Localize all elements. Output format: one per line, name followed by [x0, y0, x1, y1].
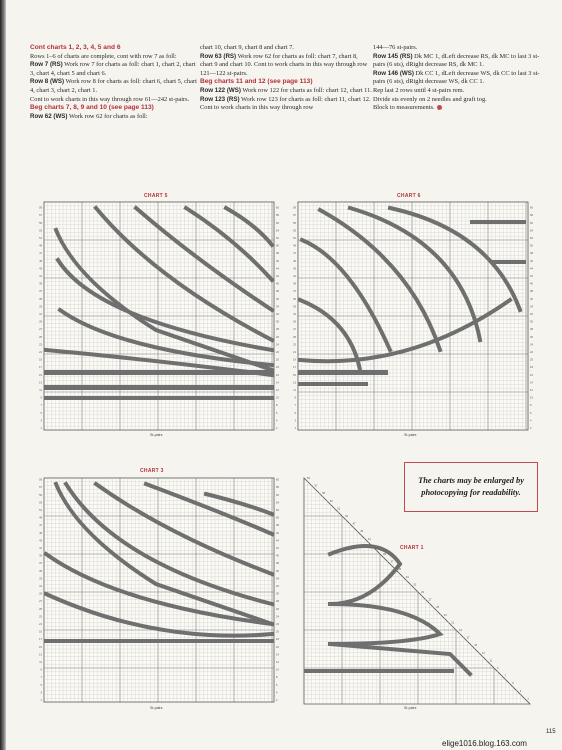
svg-text:18: 18 — [276, 366, 279, 370]
svg-text:34: 34 — [276, 305, 279, 309]
svg-text:40: 40 — [530, 282, 533, 286]
svg-text:53: 53 — [329, 499, 333, 503]
svg-text:45: 45 — [39, 531, 42, 535]
svg-text:33: 33 — [293, 305, 296, 309]
svg-text:59: 59 — [39, 478, 42, 482]
svg-text:23: 23 — [443, 613, 447, 617]
row-label: Row 146 (WS) — [373, 69, 414, 77]
svg-text:50: 50 — [276, 516, 279, 520]
row-text: Work row 7 for charts as foll: chart 1, chart 2, chart 3, chart 4, chart 5 and chart 6. — [30, 61, 196, 77]
svg-text:18: 18 — [276, 638, 279, 642]
watermark-url: elige1016.blog.163.com — [442, 739, 527, 748]
svg-text:55: 55 — [322, 492, 326, 496]
svg-text:48: 48 — [276, 524, 279, 528]
row-instruction — [200, 96, 372, 105]
svg-text:14: 14 — [530, 381, 533, 385]
svg-text:38: 38 — [276, 290, 279, 294]
enlarge-note-text: The charts may be enlarged by photocopying for readability. — [418, 476, 524, 497]
svg-text:31: 31 — [39, 313, 42, 316]
svg-text:47: 47 — [39, 252, 42, 256]
page-number: 115 — [546, 729, 556, 735]
svg-text:28: 28 — [276, 328, 279, 332]
svg-text:10: 10 — [276, 668, 279, 672]
svg-text:35: 35 — [39, 569, 42, 573]
svg-text:13: 13 — [39, 653, 42, 657]
svg-text:12: 12 — [530, 389, 533, 392]
svg-text:58: 58 — [276, 214, 279, 218]
svg-text:51: 51 — [293, 237, 296, 240]
svg-text:56: 56 — [276, 493, 279, 497]
svg-text:40: 40 — [276, 554, 279, 558]
svg-text:6: 6 — [276, 411, 278, 415]
svg-text:13: 13 — [293, 381, 296, 385]
svg-text:25: 25 — [39, 607, 42, 611]
svg-text:5: 5 — [40, 411, 42, 415]
svg-text:29: 29 — [293, 320, 296, 324]
svg-text:27: 27 — [428, 598, 432, 602]
svg-text:42: 42 — [276, 275, 279, 278]
svg-text:31: 31 — [293, 313, 296, 316]
svg-text:6: 6 — [530, 411, 532, 415]
svg-text:51: 51 — [39, 237, 42, 240]
svg-text:21: 21 — [39, 623, 42, 626]
svg-text:43: 43 — [39, 267, 42, 271]
svg-text:19: 19 — [293, 358, 296, 362]
row-label: Row 122 (WS) — [200, 86, 241, 94]
svg-text:28: 28 — [276, 600, 279, 604]
svg-text:49: 49 — [345, 515, 348, 518]
paragraph: 144—76 st-pairs. — [373, 44, 418, 51]
svg-text:2: 2 — [276, 427, 278, 430]
row-label: Row 7 (RS) — [30, 61, 63, 69]
svg-text:53: 53 — [39, 501, 42, 505]
svg-text:37: 37 — [293, 290, 296, 294]
svg-text:42: 42 — [276, 547, 279, 550]
svg-text:49: 49 — [39, 244, 42, 248]
svg-text:6: 6 — [276, 683, 278, 687]
svg-text:47: 47 — [293, 252, 296, 256]
svg-text:42: 42 — [530, 275, 533, 278]
svg-text:55: 55 — [39, 493, 42, 497]
svg-text:46: 46 — [276, 259, 279, 263]
chart-6-axis-label: St-pairs — [404, 433, 417, 437]
svg-text:4: 4 — [276, 691, 278, 695]
svg-text:11: 11 — [489, 659, 493, 663]
svg-text:9: 9 — [497, 667, 499, 670]
svg-text:29: 29 — [421, 591, 424, 594]
svg-text:5: 5 — [294, 411, 296, 415]
svg-text:12: 12 — [276, 389, 279, 392]
svg-text:15: 15 — [474, 644, 478, 648]
svg-text:25: 25 — [39, 335, 42, 339]
row-text: Dk MC 1, dLeft decrease RS, dk MC to last 3 st-pairs (6 sts), dRight decrease RS, dk MC 1. — [373, 52, 540, 69]
paragraph: Rep last 2 rows until 4 st-pairs rem. — [373, 86, 465, 94]
svg-text:11: 11 — [39, 661, 42, 664]
row-label: Row 145 (RS) — [373, 52, 413, 60]
chart-5-title: CHART 5 — [144, 193, 168, 199]
paragraph: Block to measurements. — [373, 104, 543, 113]
chart-6-title: CHART 6 — [397, 193, 421, 199]
paragraph: Divide sts evenly on 2 needles and graft tog. — [373, 95, 487, 103]
svg-text:7: 7 — [40, 676, 42, 680]
svg-text:48: 48 — [276, 252, 279, 256]
chart-1-axis-label: St-pairs — [404, 706, 417, 710]
svg-text:50: 50 — [530, 244, 533, 248]
row-instruction — [200, 53, 372, 79]
svg-text:52: 52 — [276, 237, 279, 240]
svg-text:56: 56 — [530, 221, 533, 225]
svg-text:3: 3 — [40, 691, 42, 695]
svg-text:60: 60 — [276, 206, 279, 210]
row-text: Work row 122 for charts as foll: chart 12, chart 11. — [240, 86, 372, 94]
svg-text:15: 15 — [293, 373, 296, 377]
row-text: Work row 62 for charts as foll: — [67, 112, 148, 120]
enlarge-note-box — [404, 462, 538, 512]
chart-1-title: CHART 1 — [400, 545, 424, 551]
svg-text:1: 1 — [294, 427, 296, 430]
svg-text:37: 37 — [390, 560, 394, 564]
svg-text:16: 16 — [276, 373, 279, 377]
svg-text:43: 43 — [367, 537, 371, 541]
svg-text:11: 11 — [293, 389, 296, 392]
row-text: Work row 8 for charts as foll: chart 6, chart 5, chart 4, chart 3, chart 2, chart 1. — [30, 78, 197, 94]
svg-text:57: 57 — [314, 484, 318, 488]
svg-text:55: 55 — [293, 221, 296, 225]
svg-text:54: 54 — [276, 229, 279, 233]
paragraph: chart 10, chart 9, chart 8 and chart 7. — [200, 44, 294, 51]
svg-text:57: 57 — [293, 214, 296, 218]
svg-text:8: 8 — [276, 676, 278, 680]
svg-text:38: 38 — [276, 562, 279, 566]
svg-text:1: 1 — [40, 427, 42, 430]
svg-text:50: 50 — [276, 244, 279, 248]
row-label: Row 62 (WS) — [30, 112, 68, 120]
svg-text:5: 5 — [40, 683, 42, 687]
chart-5-grid — [36, 200, 282, 442]
svg-text:24: 24 — [276, 343, 279, 347]
svg-text:58: 58 — [276, 486, 279, 490]
svg-text:45: 45 — [39, 259, 42, 263]
svg-text:39: 39 — [293, 282, 296, 286]
row-instruction — [30, 61, 200, 78]
svg-text:19: 19 — [39, 358, 42, 362]
svg-text:41: 41 — [293, 275, 296, 278]
row-instruction — [373, 70, 543, 87]
row-text: Work row 123 for charts as foll: chart 11, chart 12. — [239, 95, 371, 103]
svg-text:36: 36 — [276, 569, 279, 573]
svg-text:19: 19 — [39, 630, 42, 634]
svg-text:15: 15 — [39, 645, 42, 649]
svg-text:55: 55 — [39, 221, 42, 225]
text-column-2 — [200, 44, 372, 113]
svg-text:33: 33 — [39, 305, 42, 309]
chart-3-grid — [36, 474, 282, 714]
svg-text:32: 32 — [276, 313, 279, 316]
chart-3-title: CHART 3 — [140, 468, 164, 474]
svg-text:48: 48 — [530, 252, 533, 256]
svg-text:21: 21 — [293, 351, 296, 354]
svg-text:56: 56 — [276, 221, 279, 225]
svg-text:7: 7 — [504, 674, 507, 678]
svg-text:3: 3 — [519, 689, 522, 693]
svg-text:29: 29 — [39, 592, 42, 596]
svg-text:23: 23 — [293, 343, 296, 347]
svg-text:36: 36 — [276, 297, 279, 301]
svg-text:34: 34 — [276, 577, 279, 581]
svg-text:26: 26 — [530, 335, 533, 339]
svg-text:19: 19 — [459, 629, 462, 632]
svg-text:30: 30 — [530, 320, 533, 324]
svg-text:16: 16 — [276, 645, 279, 649]
svg-text:9: 9 — [294, 396, 296, 400]
svg-text:29: 29 — [39, 320, 42, 324]
svg-text:2: 2 — [530, 427, 532, 430]
row-instruction — [30, 78, 200, 95]
row-text: Dk CC 1, dLeft decrease WS, dk CC to last 3 st-pairs (6 sts), dRight decrease WS, dk CC 1. — [373, 69, 540, 86]
row-instruction — [373, 53, 543, 70]
svg-text:60: 60 — [530, 206, 533, 210]
svg-text:57: 57 — [39, 214, 42, 218]
svg-text:39: 39 — [39, 282, 42, 286]
svg-text:37: 37 — [39, 290, 42, 294]
svg-text:53: 53 — [293, 229, 296, 233]
svg-text:47: 47 — [39, 524, 42, 528]
svg-text:16: 16 — [530, 373, 533, 377]
svg-text:60: 60 — [276, 478, 279, 482]
svg-text:21: 21 — [39, 351, 42, 354]
svg-text:53: 53 — [39, 229, 42, 233]
paragraph: Rows 1–6 of charts are complete, cont with row 7 as foll: — [30, 52, 177, 60]
svg-text:51: 51 — [39, 509, 42, 512]
svg-text:2: 2 — [276, 699, 278, 702]
svg-text:59: 59 — [293, 206, 296, 210]
svg-text:27: 27 — [39, 328, 42, 332]
svg-text:54: 54 — [276, 501, 279, 505]
svg-text:33: 33 — [39, 577, 42, 581]
svg-text:5: 5 — [512, 682, 514, 686]
svg-text:52: 52 — [530, 237, 533, 240]
chart-5-axis-label: St-pairs — [150, 433, 163, 437]
svg-text:23: 23 — [39, 615, 42, 619]
svg-text:39: 39 — [39, 554, 42, 558]
svg-text:35: 35 — [398, 568, 402, 572]
svg-text:3: 3 — [294, 419, 296, 423]
svg-text:46: 46 — [530, 259, 533, 263]
svg-text:9: 9 — [40, 668, 42, 672]
text-column-3 — [373, 44, 543, 113]
svg-text:22: 22 — [530, 351, 533, 354]
svg-text:7: 7 — [40, 404, 42, 408]
svg-text:24: 24 — [530, 343, 533, 347]
svg-text:45: 45 — [293, 259, 296, 263]
svg-text:20: 20 — [276, 358, 279, 362]
svg-text:4: 4 — [530, 419, 532, 423]
svg-text:17: 17 — [466, 636, 470, 640]
book-page — [6, 0, 562, 750]
svg-text:7: 7 — [294, 404, 296, 408]
svg-text:30: 30 — [276, 320, 279, 324]
svg-text:26: 26 — [276, 335, 279, 339]
svg-text:57: 57 — [39, 486, 42, 490]
svg-text:18: 18 — [530, 366, 533, 370]
svg-text:17: 17 — [293, 366, 296, 370]
text-column-1 — [30, 44, 200, 121]
svg-text:58: 58 — [530, 214, 533, 218]
row-label: Row 123 (RS) — [200, 95, 240, 103]
svg-text:47: 47 — [352, 522, 356, 526]
svg-text:23: 23 — [39, 343, 42, 347]
row-label: Row 8 (WS) — [30, 78, 65, 86]
svg-text:25: 25 — [293, 335, 296, 339]
svg-text:8: 8 — [530, 404, 532, 408]
svg-text:22: 22 — [276, 623, 279, 626]
section-heading: Beg charts 11 and 12 (see page 113) — [200, 78, 313, 86]
svg-text:27: 27 — [39, 600, 42, 604]
paragraph: Cont to work charts in this way through row — [200, 104, 314, 112]
svg-text:4: 4 — [276, 419, 278, 423]
svg-text:20: 20 — [276, 630, 279, 634]
svg-text:26: 26 — [276, 607, 279, 611]
svg-text:49: 49 — [293, 244, 296, 248]
svg-text:24: 24 — [276, 615, 279, 619]
svg-text:36: 36 — [530, 297, 533, 301]
row-instruction — [30, 113, 200, 122]
svg-text:21: 21 — [451, 621, 455, 625]
svg-text:32: 32 — [276, 585, 279, 588]
svg-text:15: 15 — [39, 373, 42, 377]
svg-text:11: 11 — [39, 389, 42, 392]
end-bullet-icon — [437, 105, 442, 110]
svg-text:28: 28 — [530, 328, 533, 332]
svg-text:1: 1 — [527, 697, 529, 701]
row-label: Row 63 (RS) — [200, 52, 237, 60]
svg-text:25: 25 — [436, 606, 440, 610]
svg-text:17: 17 — [39, 366, 42, 370]
svg-text:30: 30 — [276, 592, 279, 596]
svg-text:46: 46 — [276, 531, 279, 535]
svg-text:35: 35 — [293, 297, 296, 301]
svg-text:44: 44 — [276, 267, 279, 271]
svg-text:39: 39 — [383, 553, 386, 556]
section-heading: Cont charts 1, 2, 3, 4, 5 and 6 — [30, 44, 121, 51]
row-text: Work row 62 for charts as foll: chart 7, chart 8, chart 9 and chart 10. Cont to work charts in this way through row 121—122 st-pairs. — [200, 52, 368, 77]
svg-text:37: 37 — [39, 562, 42, 566]
svg-text:3: 3 — [40, 419, 42, 423]
svg-text:44: 44 — [530, 267, 533, 271]
svg-text:49: 49 — [39, 516, 42, 520]
svg-text:32: 32 — [530, 313, 533, 316]
svg-text:14: 14 — [276, 381, 279, 385]
svg-text:10: 10 — [276, 396, 279, 400]
chart-6-grid — [290, 200, 536, 442]
paragraph: Cont to work charts in this way through row 61—242 st-pairs. — [30, 95, 190, 103]
svg-text:10: 10 — [530, 396, 533, 400]
svg-text:52: 52 — [276, 509, 279, 512]
svg-text:40: 40 — [276, 282, 279, 286]
svg-text:14: 14 — [276, 653, 279, 657]
svg-text:59: 59 — [307, 477, 310, 480]
svg-text:38: 38 — [530, 290, 533, 294]
svg-text:33: 33 — [405, 575, 409, 579]
svg-text:43: 43 — [39, 539, 42, 543]
svg-text:13: 13 — [39, 381, 42, 385]
row-instruction — [200, 87, 372, 96]
svg-text:12: 12 — [276, 661, 279, 664]
svg-text:31: 31 — [413, 583, 417, 587]
section-heading: Beg charts 7, 8, 9 and 10 (see page 113) — [30, 104, 154, 112]
svg-text:54: 54 — [530, 229, 533, 233]
svg-text:45: 45 — [360, 530, 364, 534]
svg-text:1: 1 — [40, 699, 42, 702]
svg-text:9: 9 — [40, 396, 42, 400]
svg-text:51: 51 — [337, 507, 341, 511]
svg-text:44: 44 — [276, 539, 279, 543]
svg-text:8: 8 — [276, 404, 278, 408]
svg-text:22: 22 — [276, 351, 279, 354]
svg-text:41: 41 — [39, 275, 42, 278]
svg-text:13: 13 — [481, 651, 485, 655]
svg-text:43: 43 — [293, 267, 296, 271]
svg-text:17: 17 — [39, 638, 42, 642]
svg-text:35: 35 — [39, 297, 42, 301]
svg-text:20: 20 — [530, 358, 533, 362]
svg-text:34: 34 — [530, 305, 533, 309]
svg-text:27: 27 — [293, 328, 296, 332]
svg-text:59: 59 — [39, 206, 42, 210]
svg-text:31: 31 — [39, 585, 42, 588]
svg-text:41: 41 — [39, 547, 42, 550]
svg-text:41: 41 — [375, 545, 379, 549]
chart-3-axis-label: St-pairs — [150, 706, 163, 710]
